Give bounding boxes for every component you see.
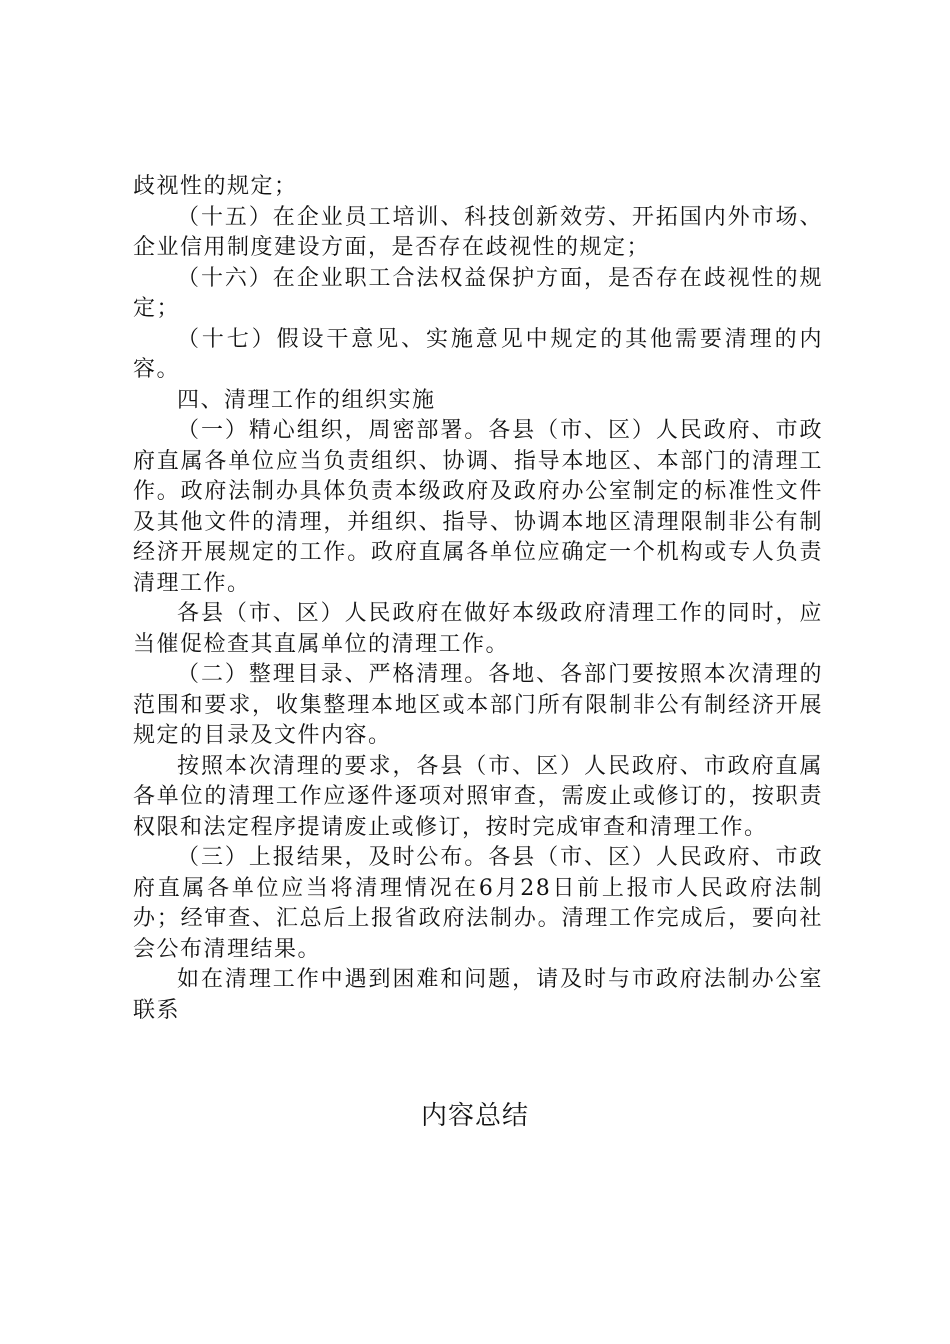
paragraph-contact: 如在清理工作中遇到困难和问题，请及时与市政府法制办公室联系 [133, 967, 823, 1023]
summary-heading: 内容总结 [420, 1101, 529, 1131]
paragraph-item-17: （十七）假设干意见、实施意见中规定的其他需要清理的内容。 [133, 326, 823, 382]
paragraph-continuation: 歧视性的规定； [133, 174, 298, 199]
document-body [133, 172, 823, 1026]
paragraph-item-15: （十五）在企业员工培训、科技创新效劳、开拓国内外市场、企业信用制度建设方面，是否存在歧视性的规定； [133, 204, 823, 260]
section-heading-4: 四、清理工作的组织实施 [177, 387, 436, 413]
paragraph-report: （三）上报结果，及时公布。各县（市、区）人民政府、市政府直属各单位应当将清理情况在6月28日前上报市人民政府法制办；经审查、汇总后上报省政府法制办。清理工作完成后，要向社会公布清理结果。 [133, 845, 823, 962]
paragraph-catalog: （二）整理目录、严格清理。各地、各部门要按照本次清理的范围和要求，收集整理本地区或本部门所有限制非公有制经济开展规定的目录及文件内容。 [133, 662, 823, 748]
paragraph-item-16: （十六）在企业职工合法权益保护方面，是否存在歧视性的规定； [133, 265, 823, 321]
paragraph-review: 按照本次清理的要求，各县（市、区）人民政府、市政府直属各单位的清理工作应逐件逐项对照审查，需废止或修订的，按职责权限和法定程序提请废止或修订，按时完成审查和清理工作。 [133, 753, 823, 840]
paragraph-organize: （一）精心组织，周密部署。各县（市、区）人民政府、市政府直属各单位应当负责组织、协调、指导本地区、本部门的清理工作。政府法制办具体负责本级政府及政府办公室制定的标准性文件及其他文件的清理，并组织、指导、协调本地区清理限制非公有制经济开展规定的工作。政府直属各单位应确定一个机构或专人负责清理工作。 [133, 418, 823, 596]
paragraph-supervise: 各县（市、区）人民政府在做好本级政府清理工作的同时，应当催促检查其直属单位的清理工作。 [133, 601, 823, 657]
